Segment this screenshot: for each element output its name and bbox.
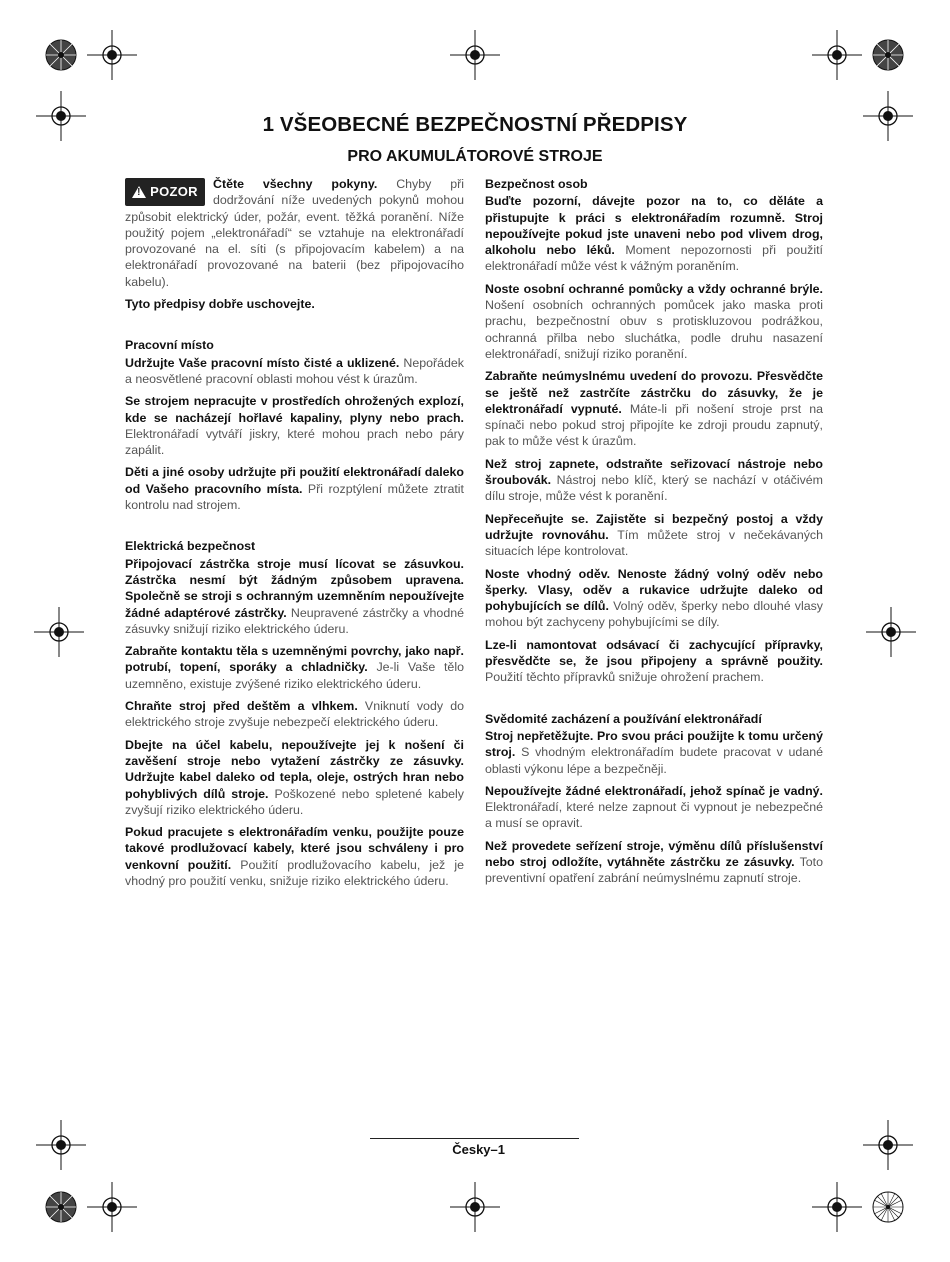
registration-mark-top-center-right (812, 30, 862, 80)
section-heading-work-area: Pracovní místo (125, 338, 214, 353)
paragraph: Pokud pracujete s elektronářadím venku, použijte pouze takové prodlužovací kabely, které jsou schváleny i pro venkovní použití. Použití prodlužovacího kabelu, jež je vhodný pro použití venku, snižuje riziko elektrického úderu. (125, 825, 464, 888)
paragraph: Zabraňte neúmyslnému uvedení do provozu. Přesvědčte se ještě než zastrčíte zástrčku do zásuvky, že je elektronářadí vypnuté. Máte-li při nošení stroje prst na spínači nebo pokud stroj připojíte ke zdroji proudu zapnutý, pak to může vést k úrazům. (485, 369, 823, 449)
starburst-target-bottom-right (872, 1191, 904, 1223)
registration-mark-middle-right (866, 607, 916, 657)
footer-rule (370, 1138, 579, 1139)
page-number: Česky–1 (452, 1142, 505, 1157)
registration-mark-bottom-right-lower (863, 1120, 913, 1170)
paragraph: Děti a jiné osoby udržujte při použití elektronářadí daleko od Vašeho pracovního místa. Při rozptýlení můžete ztratit kontrolu nad strojem. (125, 465, 465, 513)
registration-mark-bottom-center-right (812, 1182, 862, 1232)
left-column (125, 176, 464, 895)
starburst-target-top-left (45, 39, 77, 71)
paragraph: Než stroj zapnete, odstraňte seřizovací nástroje nebo šroubovák. Nástroj nebo klíč, který se nachází v otáčivém dílu stroje, může vést k poranění. (485, 456, 823, 504)
paragraph: Zabraňte kontaktu těla s uzemněnými povrchy, jako např. potrubí, topení, sporáky a chladničky. Je-li Vaše tělo uzemněno, existuje zvýšené riziko elektrického úderu. (125, 644, 464, 691)
paragraph: Nepoužívejte žádné elektronářadí, jehož spínač je vadný. Elektronářadí, které nelze zapnout či vypnout je nebezpečné a musí se opravit. (485, 783, 823, 831)
registration-mark-bottom-left-lower (36, 1120, 86, 1170)
paragraph: Stroj nepřetěžujte. Pro svou práci použijte k tomu určený stroj. S vhodným elektronářadím budete pracovat v udané oblasti výkonu lépe a bezpečněji. (485, 728, 823, 776)
paragraph: Noste osobní ochranné pomůcky a vždy ochranné brýle. Nošení osobních ochranných pomůcek jako maska proti prachu, bezpečnostní obuv s protiskluzovou podrážkou, ochranná přilba nebo sluchátka, podle druhu nasazení elektronářadí, snižují riziko poranění. (485, 281, 823, 361)
starburst-target-bottom-left (45, 1191, 77, 1223)
paragraph: Udržujte Vaše pracovní místo čisté a uklizené. Nepořádek a neosvětlené pracovní oblasti mohou vést k úrazům. (125, 355, 464, 386)
paragraph: Dbejte na účel kabelu, nepoužívejte jej k nošení či zavěšení stroje nebo vytažení zástrčky ze zásuvky. Udržujte kabel daleko od tepla, oleje, ostrých hran nebo pohyblivých dílů stroje. Poškozené nebo spletené kabely zvyšují riziko elektrického úderu. (125, 737, 464, 817)
page-subtitle: PRO AKUMULÁTOROVÉ STROJE (347, 148, 603, 165)
intro-paragraph: ! POZOR Čtěte všechny pokyny. Chyby při dodržování níže uvedených pokynů mohou způsobit elektrický úder, požár, event. těžká poranění. Níže použitý pojem „elektronářadí“ se vztahuje na elektronářadí provozované na el. síti (s připojovacím kabelem) a na elektronářadí provozované na baterii (bez připojovacího kabelu). (125, 177, 464, 289)
section-heading-personal-safety: Bezpečnost osob (485, 177, 588, 191)
section-heading-tool-use: Svědomité zacházení a používání elektronářadí (485, 711, 762, 726)
registration-mark-top-center-left (87, 30, 137, 80)
paragraph: Než provedete seřízení stroje, výměnu dílů příslušenství nebo stroj odložíte, vytáhněte zástrčku ze zásuvky. Toto preventivní opatření zabrání neúmyslnému zapnutí stroje. (485, 838, 823, 886)
paragraph: Připojovací zástrčka stroje musí lícovat se zásuvkou. Zástrčka nesmí být žádným způsobem upravena. Společně se stroji s ochranným uzemněním nepoužívejte žádné adaptérové zástrčky. Neupravené zástrčky a vhodné zásuvky snižují riziko elektrického úderu. (125, 556, 464, 636)
starburst-target-top-right (872, 39, 904, 71)
paragraph: Noste vhodný oděv. Nenoste žádný volný oděv nebo šperky. Vlasy, oděv a rukavice udržujte daleko od pohybujících se dílů. Volný oděv, šperky nebo dlouhé vlasy mohou být zachyceny pohybujícími se díly. (485, 566, 824, 630)
registration-mark-bottom-left (87, 1182, 137, 1232)
warning-label: POZOR (150, 183, 198, 199)
paragraph: Chraňte stroj před deštěm a vlhkem. Vniknutí vody do elektrického stroje zvyšuje nebezpečí elektrického úderu. (125, 699, 464, 730)
paragraph: Lze-li namontovat odsávací či zachycující přípravky, přesvědčte se, že jsou připojeny a správně použity. Použití těchto přípravků snižuje ohrožení prachem. (485, 637, 823, 685)
registration-mark-bottom-center (450, 1182, 500, 1232)
page-title: 1 VŠEOBECNÉ BEZPEČNOSTNÍ PŘEDPISY (262, 113, 688, 136)
paragraph: Nepřeceňujte se. Zajistěte si bezpečný postoj a vždy udržujte rovnováhu. Tím můžete stroj v nečekávaných situacích lépe kontrolovat. (485, 511, 823, 559)
section-heading-electrical-safety: Elektrická bezpečnost (125, 539, 256, 554)
paragraph: Buďte pozorní, dávejte pozor na to, co děláte a přistupujte k práci s elektronářadím rozumně. Stroj nepoužívejte pokud jste unaveni nebo pod vlivem drog, alkoholu nebo léků. Moment nepozornosti při použití elektronářadí může vést k vážným poraněním. (485, 194, 823, 274)
paragraph: Se strojem nepracujte v prostředích ohrožených explozí, kde se nacházejí hořlavé kapaliny, plyny nebo prach. Elektronářadí vytváří jiskry, které mohou prach nebo páry zapálit. (125, 394, 464, 458)
registration-mark-middle-left (34, 607, 84, 657)
warning-triangle-icon: ! (132, 186, 146, 198)
warning-badge (125, 178, 205, 206)
right-column (485, 176, 823, 893)
keep-instructions: Tyto předpisy dobře uschovejte. (125, 297, 315, 312)
registration-mark-top-center (450, 30, 500, 80)
